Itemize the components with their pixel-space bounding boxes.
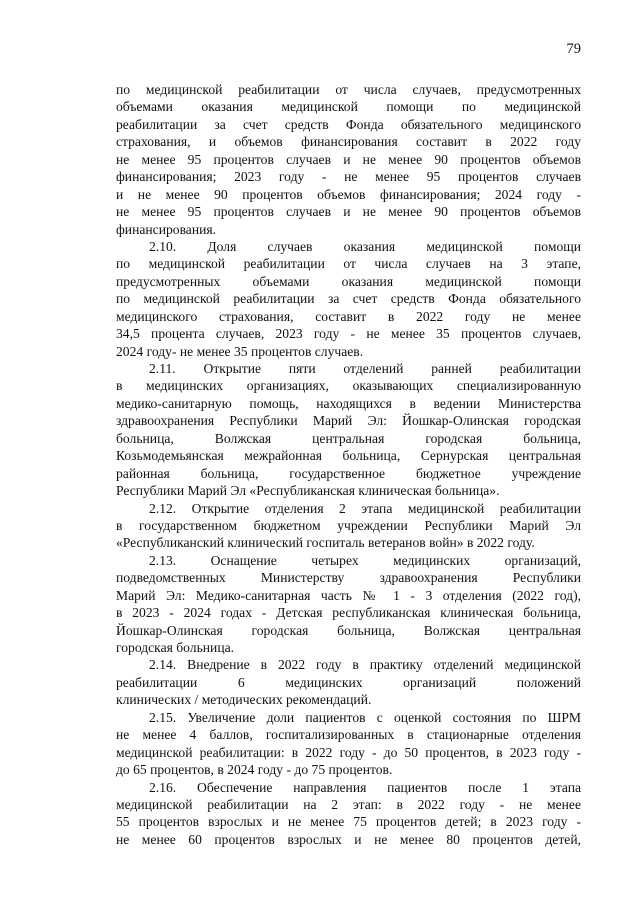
text-line: подведомственных Министерству здравоохранения Республики xyxy=(116,570,581,586)
text-line: финансирования. xyxy=(116,221,217,237)
paragraph-first-line: 2.16. Обеспечение направления пациентов после 1 этапа xyxy=(149,779,581,795)
text-line: «Республиканский клинический госпиталь ветеранов войн» в 2022 году. xyxy=(116,535,535,551)
text-line: здравоохранения Республики Марий Эл: Йошкар-Олинская городская xyxy=(116,413,581,429)
paragraph-first-line: 2.14. Внедрение в 2022 году в практику отделений медицинской xyxy=(149,657,581,673)
text-line: реабилитации 6 медицинских организаций положений xyxy=(116,674,581,690)
text-line: 34,5 процента случаев, 2023 году - не менее 35 процентов случаев, xyxy=(116,326,581,342)
paragraph-first-line: 2.10. Доля случаев оказания медицинской помощи xyxy=(149,238,581,254)
text-line: по медицинской реабилитации за счет средств Фонда обязательного xyxy=(116,291,581,307)
text-line: объемами оказания медицинской помощи по медицинской xyxy=(116,99,581,115)
text-line: до 65 процентов, в 2024 году - до 75 процентов. xyxy=(116,762,393,778)
text-line: реабилитации за счет средств Фонда обязательного медицинского xyxy=(116,116,581,132)
text-line: медицинского страхования, составит в 2022 году не менее xyxy=(116,308,581,324)
text-line: и не менее 90 процентов объемов финансирования; 2024 году - xyxy=(116,186,581,202)
text-line: Козьмодемьянская межрайонная больница, Сернурская центральная xyxy=(116,448,581,464)
text-line: не менее 95 процентов случаев и не менее 90 процентов объемов xyxy=(116,151,581,167)
text-line: финансирования; 2023 году - не менее 95 процентов случаев xyxy=(116,169,581,185)
text-line: Йошкар-Олинская городская больница, Волжская центральная xyxy=(116,622,581,638)
page-number: 79 xyxy=(566,41,581,57)
text-line: Марий Эл: Медико-санитарная часть № 1 - 3 отделения (2022 год), xyxy=(116,587,581,603)
text-line: в 2023 - 2024 годах - Детская республиканская клиническая больница, xyxy=(116,605,581,621)
paragraph-first-line: 2.15. Увеличение доли пациентов с оценкой состояния по ШРМ xyxy=(149,709,581,725)
text-line: не менее 95 процентов случаев и не менее 90 процентов объемов xyxy=(116,204,581,220)
text-line: страхования, и объемов финансирования составит в 2022 году xyxy=(116,134,581,150)
text-line: по медицинской реабилитации от числа случаев на 3 этапе, xyxy=(116,256,581,272)
paragraph-first-line: 2.13. Оснащение четырех медицинских организаций, xyxy=(149,552,581,568)
paragraph-first-line: 2.12. Открытие отделения 2 этапа медицинской реабилитации xyxy=(149,500,581,516)
text-line: в медицинских организациях, оказывающих специализированную xyxy=(116,378,581,394)
text-line: Республики Марий Эл «Республиканская клиническая больница». xyxy=(116,483,500,499)
text-line: больница, Волжская центральная городская больница, xyxy=(116,430,581,446)
text-line: 2024 году- не менее 35 процентов случаев. xyxy=(116,343,364,359)
text-line: клинических / методических рекомендаций. xyxy=(116,692,372,708)
text-line: не менее 4 баллов, госпитализированных в стационарные отделения xyxy=(116,727,581,743)
text-line: медицинской реабилитации: в 2022 году - до 50 процентов, в 2023 году - xyxy=(116,744,581,760)
text-line: 55 процентов взрослых и не менее 75 процентов детей; в 2023 году - xyxy=(116,814,581,830)
text-line: предусмотренных объемами оказания медицинской помощи xyxy=(116,273,581,289)
document-body xyxy=(116,81,581,848)
text-line: медико-санитарную помощь, находящихся в ведении Министерства xyxy=(116,395,581,411)
paragraph-first-line: 2.11. Открытие пяти отделений ранней реабилитации xyxy=(149,361,581,376)
text-line: медицинской реабилитации на 2 этап: в 2022 году - не менее xyxy=(116,796,581,812)
text-line: районная больница, государственное бюджетное учреждение xyxy=(116,465,581,481)
text-line: городская больница. xyxy=(116,640,235,655)
text-line: не менее 60 процентов взрослых и не менее 80 процентов детей, xyxy=(116,831,581,847)
text-line: в государственном бюджетном учреждении Республики Марий Эл xyxy=(116,517,581,533)
text-line: по медицинской реабилитации от числа случаев, предусмотренных xyxy=(116,82,581,97)
